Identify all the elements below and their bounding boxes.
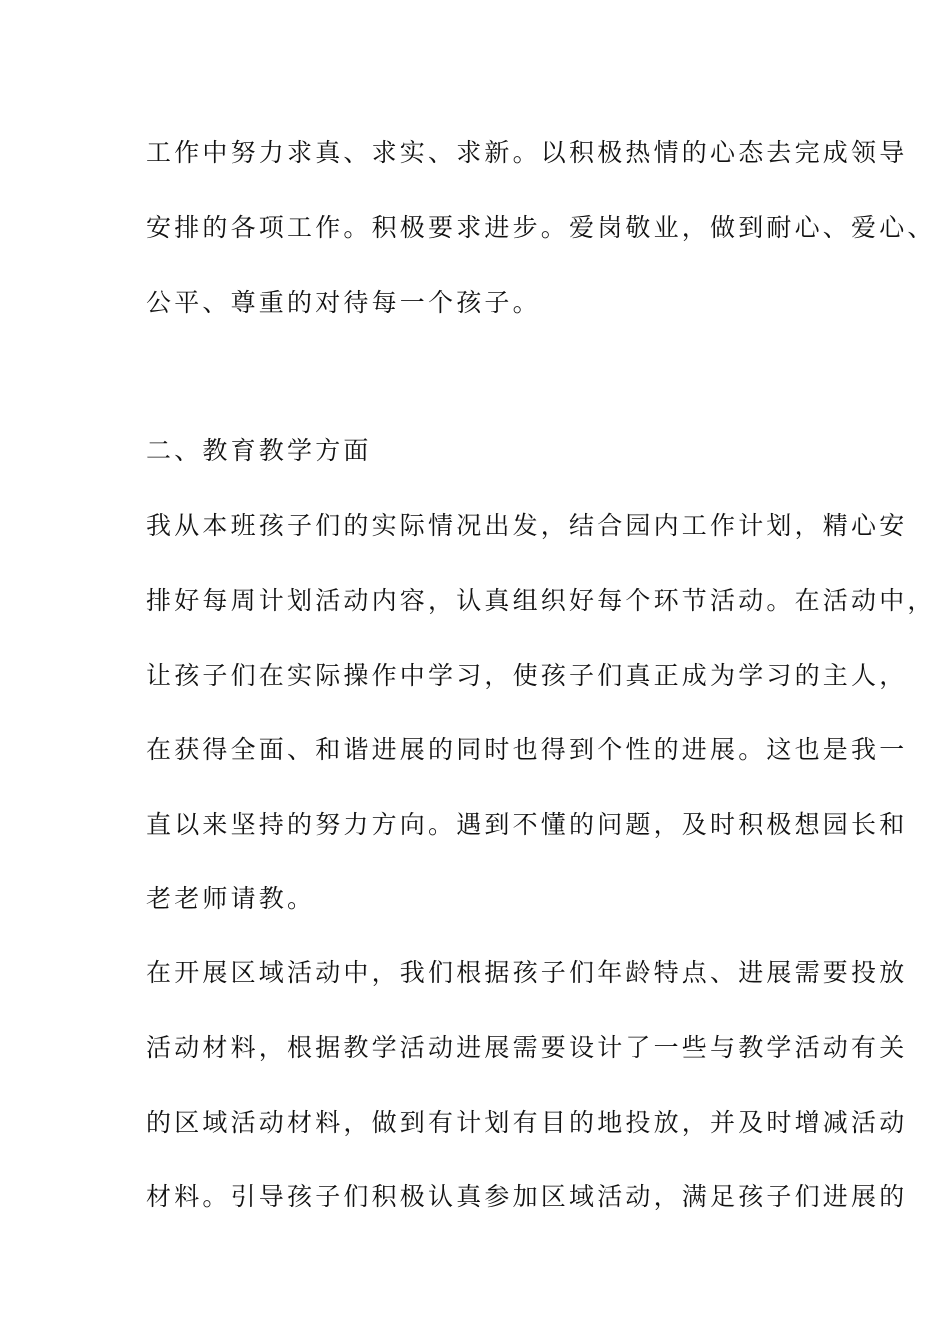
text-line: 材料。引导孩子们积极认真参加区域活动，满足孩子们进展的 xyxy=(146,1182,908,1211)
text-line: 让孩子们在实际操作中学习，使孩子们真正成为学习的主人， xyxy=(146,661,908,690)
text-line: 在开展区域活动中，我们根据孩子们年龄特点、进展需要投放 xyxy=(146,958,908,987)
text-line: 的区域活动材料，做到有计划有目的地投放，并及时增减活动 xyxy=(146,1108,908,1137)
text-line: 排好每周计划活动内容，认真组织好每个环节活动。在活动中， xyxy=(146,586,936,615)
text-line: 我从本班孩子们的实际情况出发，结合园内工作计划，精心安 xyxy=(146,511,908,540)
text-line: 活动材料，根据教学活动进展需要设计了一些与教学活动有关 xyxy=(146,1033,908,1062)
text-line: 公平、尊重的对待每一个孩子。 xyxy=(146,288,541,317)
text-line: 直以来坚持的努力方向。遇到不懂的问题，及时积极想园长和 xyxy=(146,810,908,839)
text-line: 在获得全面、和谐进展的同时也得到个性的进展。这也是我一 xyxy=(146,735,908,764)
text-line: 工作中努力求真、求实、求新。以积极热情的心态去完成领导 xyxy=(146,138,908,167)
text-line: 安排的各项工作。积极要求进步。爱岗敬业，做到耐心、爱心、 xyxy=(146,213,936,242)
section-heading: 二、教育教学方面 xyxy=(146,436,372,465)
text-line: 老老师请教。 xyxy=(146,884,316,913)
